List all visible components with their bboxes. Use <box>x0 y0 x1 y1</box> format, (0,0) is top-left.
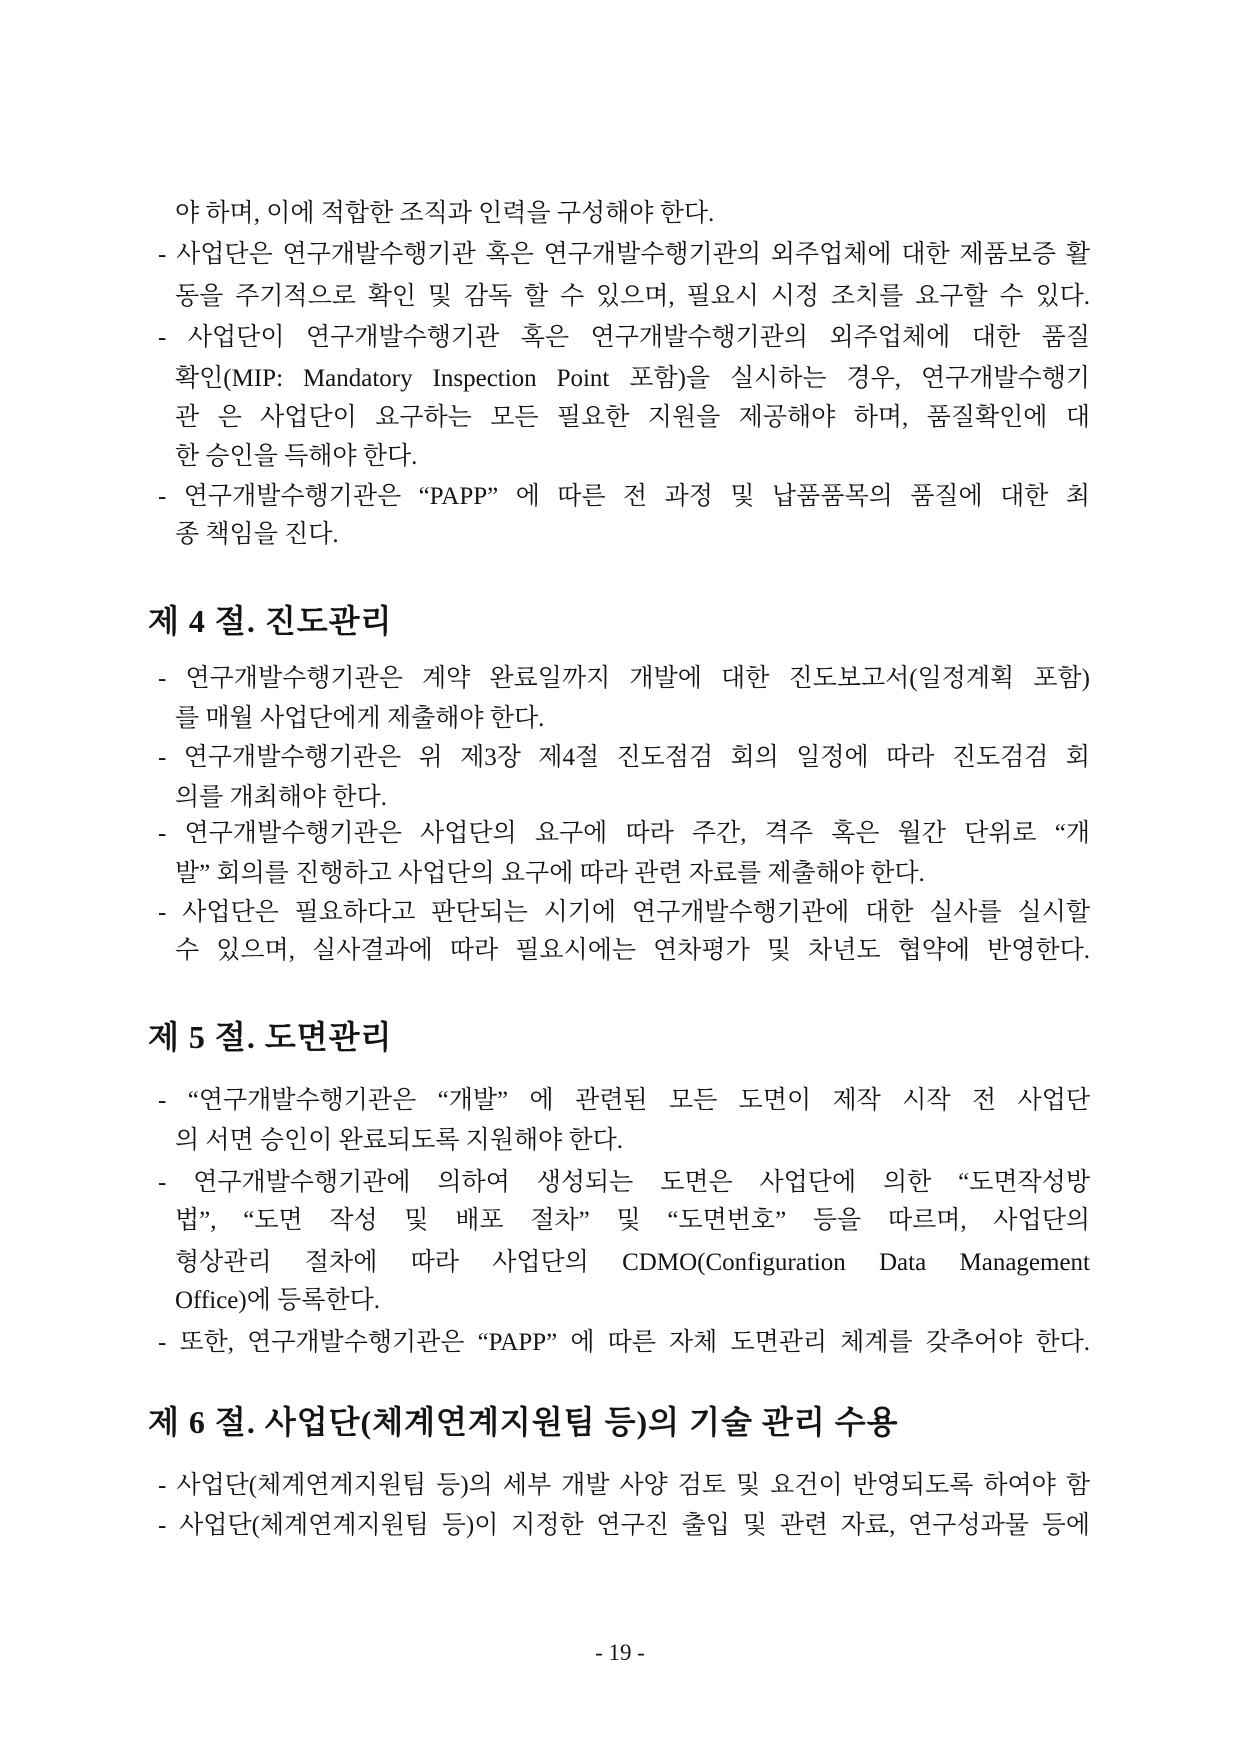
bullet-line: - 사업단은 필요하다고 판단되는 시기에 연구개발수행기관에 대한 실사를 실시할 <box>158 899 1090 926</box>
body-line: 법”, “도면 작성 및 배포 절차” 및 “도면번호” 등을 따르며, 사업단의 <box>175 1207 1090 1234</box>
section-heading-5: 제 5 절. 도면관리 <box>148 1019 393 1055</box>
body-line: 수 있으며, 실사결과에 따라 필요시에는 연차평가 및 차년도 협약에 반영한다. <box>175 937 1090 964</box>
bullet-line: - 연구개발수행기관에 의하여 생성되는 도면은 사업단에 의한 “도면작성방 <box>158 1169 1090 1196</box>
bullet-line: - 연구개발수행기관은 사업단의 요구에 따라 주간, 격주 혹은 월간 단위로 “개 <box>158 820 1090 847</box>
body-line: 형상관리 절차에 따라 사업단의 CDMO(Configuration Data Management <box>175 1249 1090 1276</box>
body-line: 를 매월 사업단에게 제출해야 한다. <box>175 705 545 732</box>
body-line: 동을 주기적으로 확인 및 감독 할 수 있으며, 필요시 시정 조치를 요구할 수 있다. <box>175 283 1090 310</box>
body-line: 의를 개최해야 한다. <box>175 784 387 811</box>
section-heading-4: 제 4 절. 진도관리 <box>148 603 393 639</box>
bullet-line: - 사업단이 연구개발수행기관 혹은 연구개발수행기관의 외주업체에 대한 품질 <box>158 324 1090 351</box>
bullet-line: - 또한, 연구개발수행기관은 “PAPP” 에 따른 자체 도면관리 체계를 갖추어야 한다. <box>158 1329 1090 1356</box>
body-line: 한 승인을 득해야 한다. <box>175 443 418 470</box>
body-line: 야 하며, 이에 적합한 조직과 인력을 구성해야 한다. <box>175 200 715 227</box>
body-line: 확인(MIP: Mandatory Inspection Point 포함)을 실시하는 경우, 연구개발수행기 <box>175 365 1090 392</box>
body-line: 의 서면 승인이 완료되도록 지원해야 한다. <box>175 1127 624 1154</box>
bullet-line: - “연구개발수행기관은 “개발” 에 관련된 모든 도면이 제작 시작 전 사업단 <box>158 1087 1090 1114</box>
bullet-line: - 연구개발수행기관은 위 제3장 제4절 진도점검 회의 일정에 따라 진도검검 회 <box>158 744 1090 771</box>
body-line: 관 은 사업단이 요구하는 모든 필요한 지원을 제공해야 하며, 품질확인에 대 <box>175 404 1090 431</box>
page-number: - 19 - <box>595 1640 645 1665</box>
section-heading-6: 제 6 절. 사업단(체계연계지원팀 등)의 기술 관리 수용 <box>148 1404 899 1440</box>
bullet-line: - 연구개발수행기관은 “PAPP” 에 따른 전 과정 및 납품품목의 품질에 대한 최 <box>158 483 1090 510</box>
body-line: 종 책임을 진다. <box>175 521 339 548</box>
bullet-line: - 사업단(체계연계지원팀 등)의 세부 개발 사양 검토 및 요건이 반영되도록 하여야 함 <box>158 1472 1090 1499</box>
body-line: 발” 회의를 진행하고 사업단의 요구에 따라 관련 자료를 제출해야 한다. <box>175 860 925 887</box>
bullet-line: - 연구개발수행기관은 계약 완료일까지 개발에 대한 진도보고서(일정계획 포함) <box>158 665 1090 692</box>
bullet-line: - 사업단(체계연계지원팀 등)이 지정한 연구진 출입 및 관련 자료, 연구성과물 등에 <box>158 1512 1090 1539</box>
body-line: Office)에 등록한다. <box>175 1287 380 1314</box>
bullet-line: - 사업단은 연구개발수행기관 혹은 연구개발수행기관의 외주업체에 대한 제품보증 활 <box>158 241 1090 268</box>
